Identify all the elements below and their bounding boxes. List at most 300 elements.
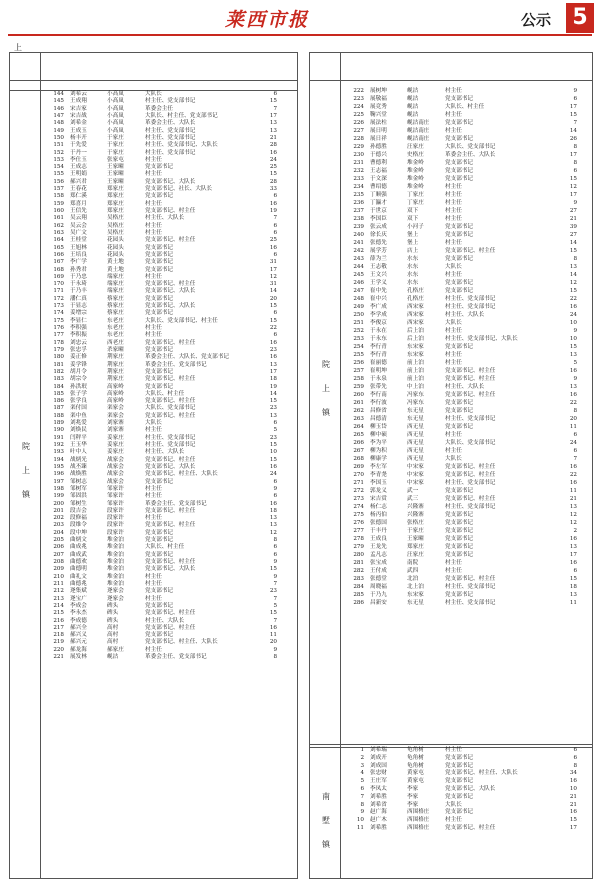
village-name: 龟角树 (407, 754, 424, 761)
position-text: 党支部书记 (445, 400, 473, 406)
village-name: 龟角树 (407, 747, 424, 753)
row-number: 221 (53, 654, 64, 661)
village-name: 水东 (407, 280, 419, 286)
position-text: 党支部书记 (145, 251, 173, 258)
position-text: 大队长、党支部书记 (445, 440, 496, 446)
table-row (44, 259, 290, 266)
row-number: 256 (353, 360, 364, 366)
person-name: 展发林 (70, 654, 87, 661)
village-name: 岘沽南庄 (407, 120, 430, 126)
row-number: 203 (53, 522, 64, 529)
person-name: 逄集斌 (70, 588, 87, 595)
vote-count: 22 (569, 400, 577, 406)
person-name: 曲德兆 (70, 580, 87, 587)
position-text: 村主任、党支部书记 (145, 98, 196, 105)
table-row (344, 231, 584, 239)
person-name: 邹树军 (70, 485, 87, 492)
row-number: 230 (353, 152, 364, 158)
table-row (344, 103, 584, 111)
table-row (344, 319, 584, 327)
position-text: 党支部书记 (445, 168, 473, 174)
village-name: 小河子 (407, 224, 424, 230)
person-name: 展日明 (370, 128, 387, 134)
position-text: 党支部书记、大队长 (145, 463, 196, 470)
table-row (344, 175, 584, 183)
vote-count: 15 (569, 248, 577, 254)
village-name: 西无星 (407, 432, 424, 438)
position-text: 党支部书记、社长、大队长 (145, 186, 213, 193)
vote-count: 27 (569, 208, 577, 214)
row-number: 284 (353, 584, 364, 590)
position-text: 大队长 (445, 456, 462, 462)
person-name: 张宝成 (370, 560, 387, 566)
village-name: 小高岚 (107, 127, 124, 134)
village-name: 姜家庄 (107, 442, 124, 448)
village-name: 碑头 (107, 602, 119, 609)
village-name: 南院 (407, 560, 419, 566)
row-number: 240 (353, 232, 364, 238)
vote-count: 15 (569, 344, 577, 350)
village-name: 荆家庄 (107, 354, 124, 361)
row-number: 152 (53, 149, 64, 156)
vote-count: 16 (569, 560, 577, 566)
village-name: 兴隆寨 (407, 504, 424, 510)
person-name: 邹固洪 (70, 493, 87, 500)
person-name: 郭龙义 (370, 488, 387, 494)
person-name: 曹绍德 (370, 184, 387, 190)
table-row (44, 310, 290, 317)
position-text: 村主任 (445, 352, 462, 358)
table-row (44, 574, 290, 581)
vote-count: 16 (569, 392, 577, 398)
person-name: 李行青 (370, 344, 387, 350)
position-text: 革委会主任、大队长、党支部书记 (145, 354, 229, 361)
village-name: 杀家疃 (107, 346, 124, 353)
row-number: 276 (353, 520, 364, 526)
vote-count: 12 (569, 512, 577, 518)
person-name: 李积振 (70, 332, 87, 339)
vote-count: 25 (269, 164, 277, 171)
village-name: 中宋家 (407, 472, 424, 478)
village-name: 逄家会 (107, 595, 124, 602)
person-name: 段中坤 (70, 529, 87, 536)
village-name: 岘沽 (407, 96, 419, 102)
village-name: 王家疃 (407, 536, 424, 542)
person-name: 赵广木 (370, 817, 387, 824)
position-text: 党支部书记 (445, 754, 473, 761)
table-row (344, 463, 584, 471)
table-row (344, 375, 584, 383)
vote-count: 6 (573, 448, 577, 454)
village-name: 高家岭 (107, 398, 124, 405)
row-number: 175 (53, 317, 64, 324)
vote-count: 33 (269, 186, 277, 193)
vote-count: 23 (269, 405, 277, 412)
vote-count: 7 (573, 456, 577, 462)
table-row (44, 588, 290, 595)
row-number: 269 (353, 464, 364, 470)
row-number: 196 (53, 471, 64, 478)
table-row (344, 183, 584, 191)
table-row (44, 647, 290, 654)
table-row (44, 142, 290, 149)
village-name: 吴格庄 (107, 222, 124, 229)
vote-count: 13 (569, 384, 577, 390)
person-name: 李国臣 (370, 216, 387, 222)
position-text: 党支部书记、村主任 (145, 559, 196, 565)
person-name: 刘希瑞 (370, 747, 387, 753)
person-name: 宋吉家 (70, 105, 87, 112)
person-name: 郝兴义 (70, 632, 87, 639)
person-name: 郑仁溪 (70, 193, 87, 200)
vote-count: 34 (569, 770, 577, 777)
table-row (44, 171, 290, 178)
vote-count: 9 (273, 485, 277, 492)
row-number: 264 (353, 424, 364, 430)
vote-count: 15 (269, 98, 277, 105)
row-number: 166 (53, 251, 64, 258)
village-name: 小高岚 (107, 91, 124, 97)
position-text: 党支部书记 (445, 288, 473, 294)
row-number: 188 (53, 412, 64, 419)
position-text: 党支部书记 (445, 408, 473, 414)
person-name: 柳中硕 (370, 432, 387, 438)
person-name: 刘兆爱 (70, 420, 87, 427)
table-row (344, 817, 584, 825)
vote-count: 15 (269, 317, 277, 324)
position-text: 党支部书记、村主任、大队长 (445, 770, 518, 777)
position-text: 党支部书记 (445, 232, 473, 238)
position-text: 党支部书记、村主任 (145, 522, 196, 529)
row-number: 259 (353, 384, 364, 390)
position-text: 村主任 (445, 128, 462, 134)
village-name: 郑家庄 (107, 200, 124, 207)
table-row (344, 543, 584, 551)
row-number: 280 (353, 552, 364, 558)
vote-count: 6 (573, 747, 577, 753)
table-row (44, 193, 290, 200)
vote-count: 6 (273, 229, 277, 236)
newspaper-title: 莱西市报 (225, 9, 310, 31)
village-name: 堆金泊 (107, 537, 124, 544)
village-name: 东无星 (407, 416, 424, 422)
vote-count: 22 (269, 325, 277, 331)
row-number: 213 (53, 595, 64, 602)
village-name: 岘沽 (407, 88, 419, 94)
row-number: 243 (353, 256, 364, 262)
row-number: 4 (360, 770, 364, 777)
vote-count: 2 (573, 528, 577, 534)
person-name: 战炳光 (70, 456, 87, 463)
table-row (344, 431, 584, 439)
vote-count: 14 (569, 128, 577, 134)
person-name: 展日祥 (370, 136, 387, 142)
position-text: 党支部书记 (445, 544, 473, 550)
vote-count: 13 (269, 522, 277, 529)
table-row (344, 287, 584, 295)
row-number: 207 (53, 551, 64, 558)
row-number: 244 (353, 264, 364, 270)
vote-count: 18 (269, 507, 277, 514)
person-name: 邹树生 (70, 500, 87, 507)
row-number: 3 (360, 762, 364, 769)
position-text: 村主任 (145, 493, 162, 500)
row-number: 150 (53, 134, 64, 141)
vote-count: 16 (269, 244, 277, 251)
person-name: 于丰丹 (370, 528, 387, 534)
table-row (344, 423, 584, 431)
village-name: 姜家庄 (107, 449, 124, 456)
vote-count: 5 (573, 360, 577, 366)
village-name: 岘沽南庄 (407, 128, 430, 134)
table-row (44, 479, 290, 486)
table-row (44, 618, 290, 625)
position-text: 党支部书记、村主任 (445, 576, 496, 582)
village-name: 刘家寨 (107, 420, 124, 427)
person-name: 王成志 (70, 164, 87, 171)
table-row (344, 511, 584, 519)
person-name: 张子学 (70, 390, 87, 397)
vote-count: 15 (269, 610, 277, 617)
village-name: 小高岚 (107, 112, 124, 119)
person-name: 周晓福 (370, 584, 387, 590)
person-name: 孟凡志 (370, 552, 387, 558)
table-row (344, 591, 584, 599)
person-name: 于文深 (370, 176, 387, 182)
row-number: 253 (353, 336, 364, 342)
table-row (44, 427, 290, 434)
row-number: 234 (353, 184, 364, 190)
row-number: 219 (53, 639, 64, 646)
position-text: 村主任 (445, 184, 462, 190)
vote-count: 23 (269, 346, 277, 353)
village-name: 堆金泊 (107, 551, 124, 558)
position-text: 村主任 (145, 273, 162, 280)
village-name: 前上泊 (407, 360, 424, 366)
position-text: 村主任、党支部书记 (445, 584, 496, 590)
row-number: 223 (353, 96, 364, 102)
table-row (344, 559, 584, 567)
village-name: 孔格庄 (407, 296, 424, 302)
vote-count: 5 (273, 427, 277, 434)
row-number: 9 (360, 809, 364, 816)
person-name: 叶中人 (70, 449, 87, 456)
vote-count: 7 (273, 580, 277, 587)
position-text: 村主任 (145, 325, 162, 331)
row-number: 1 (360, 747, 364, 753)
row-number: 220 (53, 646, 64, 653)
row-number: 149 (53, 127, 64, 134)
row-number: 242 (353, 248, 364, 254)
vote-count: 15 (269, 456, 277, 463)
row-number: 273 (353, 496, 364, 502)
person-name: 刘焕民 (70, 427, 87, 434)
row-number: 225 (353, 112, 364, 118)
village-name: 蔡家庄 (107, 303, 124, 310)
position-text: 村主任 (145, 200, 162, 207)
table-row (344, 583, 584, 591)
row-number: 278 (353, 536, 364, 542)
row-number: 6 (360, 785, 364, 792)
table-row (44, 413, 290, 420)
row-number: 169 (53, 273, 64, 280)
row-number: 263 (353, 416, 364, 422)
vote-count: 8 (273, 654, 277, 661)
vote-count: 26 (569, 136, 577, 142)
village-name: 丁家庄 (407, 192, 424, 198)
vote-count: 13 (569, 264, 577, 270)
table-row (344, 391, 584, 399)
table-row (44, 332, 290, 339)
village-name: 高家岭 (107, 390, 124, 397)
village-name: 刘家寨 (107, 427, 124, 434)
position-text: 村主任、大队长 (145, 449, 185, 456)
position-text: 党支部书记 (445, 809, 473, 816)
table-row (344, 255, 584, 263)
position-text: 革委会主任、党支部书记 (145, 361, 207, 368)
row-number: 277 (353, 528, 364, 534)
position-text: 村主任、党支部书记 (445, 600, 496, 606)
village-name: 邹家许 (107, 500, 124, 507)
village-name: 岘沽 (407, 112, 419, 118)
row-number: 237 (353, 208, 364, 214)
person-name: 邹树志 (70, 478, 87, 485)
table-row (344, 567, 584, 575)
vote-count: 13 (269, 361, 277, 368)
person-name: 李国玉 (370, 480, 387, 486)
table-row (344, 527, 584, 535)
person-name: 王学义 (370, 280, 387, 286)
person-name: 李广学 (70, 259, 87, 266)
person-name: 王付成 (370, 568, 387, 574)
row-number: 270 (353, 472, 364, 478)
section-title: 公示 (521, 11, 552, 29)
row-number: 153 (53, 156, 64, 163)
table-row (344, 151, 584, 159)
vote-count: 11 (569, 488, 577, 494)
position-text: 党支部书记 (445, 528, 473, 534)
vote-count: 27 (569, 232, 577, 238)
vote-count: 16 (269, 200, 277, 207)
vote-count: 9 (273, 646, 277, 653)
position-text: 村主任、大队长 (145, 215, 185, 222)
position-text: 党支部书记 (145, 478, 173, 485)
table-row (44, 471, 290, 478)
position-text: 党支部书记 (445, 280, 473, 286)
village-name: 堆金岭 (407, 184, 424, 190)
vote-count: 21 (269, 134, 277, 141)
position-text: 党支部书记 (445, 256, 473, 262)
table-row (344, 755, 584, 763)
table-row (44, 98, 290, 105)
person-name: 鞠兴堂 (370, 112, 387, 118)
position-text: 党支部书记、村主任、大队长 (145, 471, 218, 478)
row-number: 286 (353, 600, 364, 606)
person-name: 杨仁志 (370, 504, 387, 510)
person-name: 展法柱 (370, 120, 387, 126)
table-row (344, 359, 584, 367)
table-row (44, 449, 290, 456)
table-row (344, 239, 584, 247)
vote-count: 22 (569, 296, 577, 302)
vote-count: 6 (573, 168, 577, 174)
village-name: 荆家庄 (107, 361, 124, 368)
table-row (44, 362, 290, 369)
village-name: 西围格庄 (407, 824, 430, 831)
village-name: 西宋家 (407, 304, 424, 310)
village-name: 端家庄 (107, 273, 124, 280)
table-row (344, 247, 584, 255)
village-name: 西围格庄 (407, 809, 430, 816)
village-name: 西无星 (407, 424, 424, 430)
table-row (44, 566, 290, 573)
village-name: 西宋家 (407, 312, 424, 318)
village-name: 战家会 (107, 478, 124, 485)
vote-count: 8 (573, 762, 577, 769)
vote-count: 15 (269, 171, 277, 178)
vote-count: 6 (273, 544, 277, 551)
table-row (344, 407, 584, 415)
vote-count: 25 (269, 237, 277, 244)
row-number: 212 (53, 588, 64, 595)
person-name: 刘希省 (370, 801, 387, 808)
position-text: 村主任 (445, 112, 462, 118)
person-name: 柳康学 (370, 456, 387, 462)
village-name: 西宋家 (407, 320, 424, 326)
village-name: 后上泊 (407, 328, 424, 334)
person-name: 吴广文 (70, 229, 87, 236)
table-row (44, 106, 290, 113)
row-number: 248 (353, 296, 364, 302)
person-name: 王培良 (70, 251, 87, 258)
person-name: 曲礼文 (70, 573, 87, 580)
village-name: 栾家会 (107, 405, 124, 412)
person-name: 刘忠云 (70, 339, 87, 346)
row-number: 255 (353, 352, 364, 358)
row-number: 260 (353, 392, 364, 398)
vote-count: 15 (269, 442, 277, 448)
row-number: 246 (353, 280, 364, 286)
vote-count: 12 (269, 273, 277, 280)
village-name: 郑家庄 (407, 544, 424, 550)
table-row (344, 95, 584, 103)
row-number: 272 (353, 488, 364, 494)
position-text: 党支部书记、大队长 (145, 566, 196, 573)
village-name: 段家许 (107, 529, 124, 536)
position-text: 党支部书记、大队长 (445, 785, 496, 792)
position-text: 党支部书记 (445, 224, 473, 230)
village-name: 岘沽 (407, 104, 419, 110)
vote-count: 6 (573, 432, 577, 438)
vote-count: 11 (269, 632, 277, 639)
position-text: 大队长 (145, 91, 162, 97)
position-text: 村主任 (445, 192, 462, 198)
row-number: 282 (353, 568, 364, 574)
row-number: 215 (53, 610, 64, 617)
row-number: 250 (353, 312, 364, 318)
vote-count: 31 (269, 259, 277, 266)
person-name: 张忠孚 (70, 346, 87, 353)
person-name: 王庄军 (370, 778, 387, 785)
table-row (344, 311, 584, 319)
vote-count: 20 (269, 295, 277, 302)
position-text: 党支部书记、大队长 (145, 178, 196, 185)
row-number: 200 (53, 500, 64, 507)
row-number: 267 (353, 448, 364, 454)
position-text: 村主任 (445, 560, 462, 566)
right-table-body (344, 87, 584, 607)
person-name: 张云成 (370, 224, 387, 230)
